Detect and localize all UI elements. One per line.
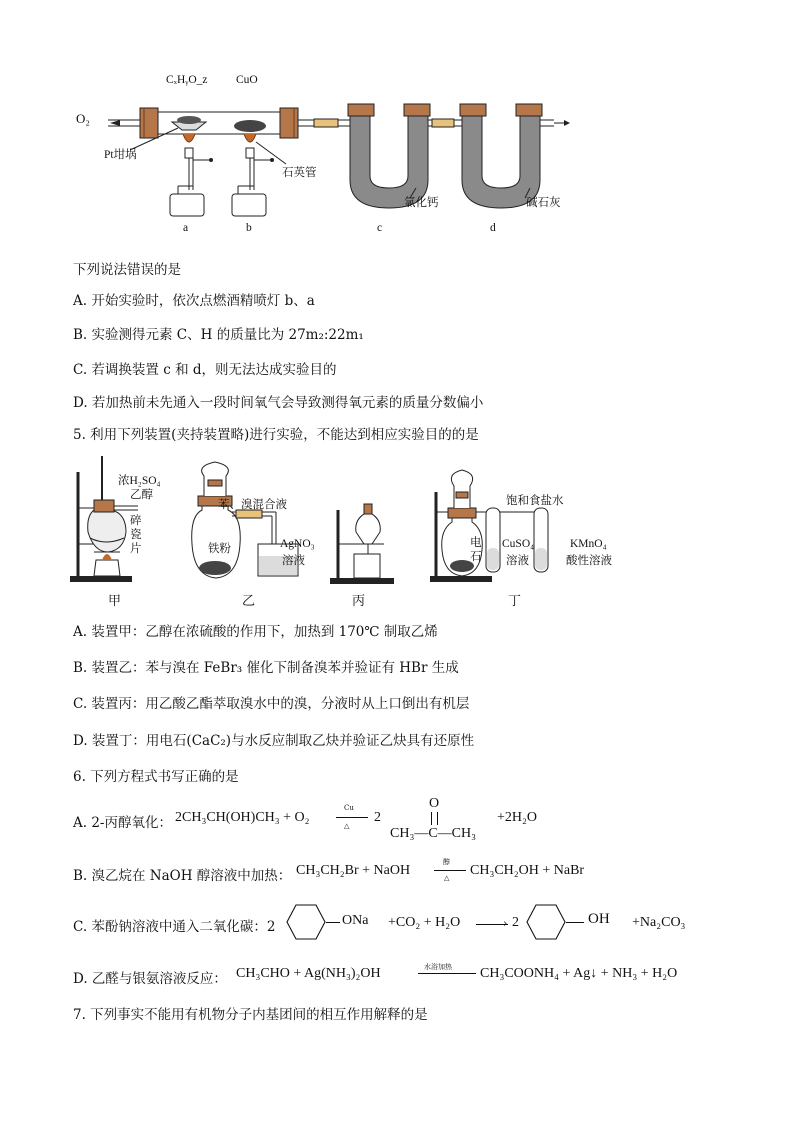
q6-c-phenol: OH	[588, 911, 610, 927]
apparatus-ding-label: 丁	[508, 593, 522, 608]
brine-label: 饱和食盐水	[506, 495, 564, 507]
oxygen-label: O₂	[76, 111, 90, 126]
q5-option-c: C. 装置丙：用乙酸乙酯萃取溴水中的溴，分液时从上口倒出有机层	[73, 696, 470, 712]
q6-c-bond-1	[326, 922, 340, 923]
q6-d-condition: 水浴加热	[424, 963, 452, 971]
combustion-apparatus-figure	[70, 60, 590, 250]
q6-b-condition-bottom: △	[444, 874, 450, 882]
q4-option-a: A. 开始实验时，依次点燃酒精喷灯 b、a	[73, 293, 315, 309]
q6-d-arrow	[418, 973, 476, 974]
q6-c-bond-2	[566, 922, 584, 923]
q6-a-products: +2H₂O	[497, 810, 537, 825]
apparatus-a-label: a	[183, 222, 189, 234]
q6-a-carbonyl-o: O	[429, 796, 440, 811]
q4-stem: 下列说法错误的是	[73, 262, 181, 278]
q6-stem: 6. 下列方程式书写正确的是	[73, 769, 239, 785]
q4-option-b: B. 实验测得元素 C、H 的质量比为 27m₂:22m₁	[73, 327, 364, 343]
broken-porcelain-3: 片	[130, 543, 142, 555]
q6-b-products: CH₃CH₂OH + NaBr	[470, 863, 585, 878]
kmno4-solution-label: 酸性溶液	[566, 555, 612, 567]
cuo-label: CuO	[236, 74, 258, 86]
benzene-bromine-label: 苯、溴混合液	[218, 499, 287, 511]
agno3-label: AgNO₃	[280, 538, 315, 550]
q6-a-reactants: 2CH₃CH(OH)CH₃ + O₂	[175, 810, 310, 825]
q6-a-coefficient: 2	[374, 810, 381, 825]
conc-h2so4-label: 浓H₂SO₄	[118, 475, 161, 487]
broken-porcelain-1: 碎	[130, 515, 142, 527]
q6-a-ketone: CH₃—C—CH₃	[390, 826, 476, 841]
q6-b-condition-top: 醇	[443, 858, 450, 866]
q6-a-double-bond	[431, 812, 438, 825]
apparatus-jia-label: 甲	[108, 593, 122, 608]
q5-apparatus-figure	[68, 452, 648, 612]
q6-d-products: CH₃COONH₄ + Ag↓ + NH₃ + H₂O	[480, 966, 678, 981]
pt-crucible-label: Pt坩埚	[104, 149, 137, 161]
benzene-ring-2	[526, 903, 566, 941]
combustion-apparatus-drawing	[70, 60, 590, 250]
q6-c-phenoxide: ONa	[342, 913, 369, 928]
quartz-tube-label: 石英管	[282, 167, 317, 179]
q5-option-a: A. 装置甲：乙醇在浓硫酸的作用下，加热到 170℃ 制取乙烯	[73, 624, 438, 640]
q6-a-condition-bottom: △	[344, 822, 350, 830]
apparatus-yi-label: 乙	[242, 593, 256, 608]
apparatus-d-label: d	[490, 222, 496, 234]
q4-option-d: D. 若加热前未先通入一段时间氧气会导致测得氧元素的质量分数偏小	[73, 395, 484, 411]
soda-lime-label: 碱石灰	[526, 197, 561, 209]
kmno4-label: KMnO₄	[570, 538, 607, 550]
sample-formula-label: CₓHᵧO_z	[166, 74, 208, 86]
q6-option-a-label: A. 2-丙醇氧化：	[73, 815, 172, 831]
q4-option-c: C. 若调换装置 c 和 d，则无法达成实验目的	[73, 362, 337, 378]
q6-a-arrow	[336, 817, 368, 818]
q6-option-c-label: C. 苯酚钠溶液中通入二氧化碳：2	[73, 919, 276, 935]
apparatus-b-label: b	[246, 222, 252, 234]
q6-option-d-label: D. 乙醛与银氨溶液反应：	[73, 971, 227, 987]
cacl2-label: 氯化钙	[404, 197, 439, 209]
q6-option-b-label: B. 溴乙烷在 NaOH 醇溶液中加热：	[73, 868, 292, 884]
benzene-ring-1	[286, 903, 326, 941]
q5-option-d: D. 装置丁：用电石(CaC₂)与水反应制取乙炔并验证乙炔具有还原性	[73, 733, 475, 749]
q6-d-reactants: CH₃CHO + Ag(NH₃)₂OH	[236, 966, 381, 981]
q5-stem: 5. 利用下列装置(夹持装置略)进行实验，不能达到相应实验目的的是	[73, 427, 479, 443]
q7-stem: 7. 下列事实不能用有机物分子内基团间的相互作用解释的是	[73, 1007, 428, 1023]
cuso4-solution-label: 溶液	[506, 555, 529, 567]
apparatus-c-label: c	[377, 222, 383, 234]
q6-c-coefficient: 2	[512, 915, 519, 930]
apparatus-bing-label: 丙	[352, 593, 366, 608]
q6-b-arrow	[434, 870, 466, 871]
q6-a-condition-top: Cu	[344, 804, 354, 812]
carbide-label-2: 石	[470, 551, 482, 563]
cuso4-label: CuSO₄	[502, 538, 535, 550]
q6-c-arrow-head: ›	[503, 917, 508, 930]
iron-powder-label: 铁粉	[208, 543, 231, 555]
q6-c-reactants: +CO₂ + H₂O	[388, 915, 461, 930]
broken-porcelain-2: 瓷	[130, 529, 142, 541]
ethanol-label: 乙醇	[130, 489, 153, 501]
carbide-label-1: 电	[470, 537, 482, 549]
agno3-solution-label: 溶液	[282, 555, 305, 567]
q5-option-b: B. 装置乙：苯与溴在 FeBr₃ 催化下制备溴苯并验证有 HBr 生成	[73, 660, 459, 676]
q6-b-reactants: CH₃CH₂Br + NaOH	[296, 863, 411, 878]
q6-c-products: +Na₂CO₃	[632, 915, 686, 930]
